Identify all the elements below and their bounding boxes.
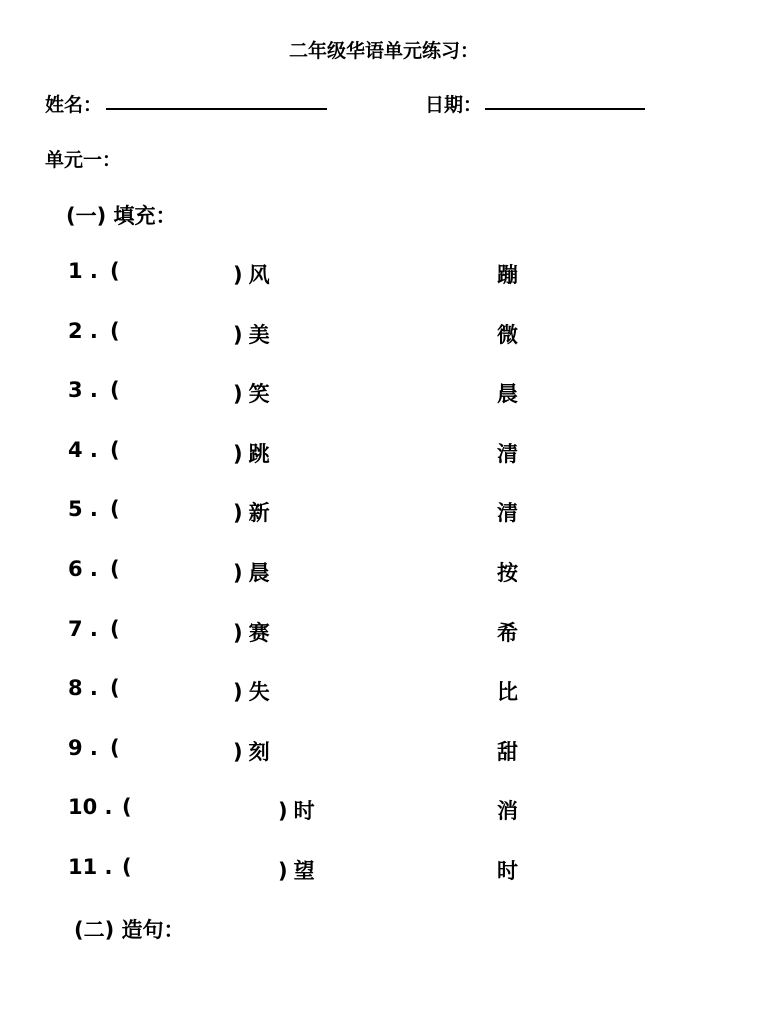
date-label: 日期： (425, 94, 483, 116)
open-paren: ( (122, 795, 132, 819)
close-paren-with-word (233, 378, 270, 408)
close-paren-with-word (233, 676, 270, 706)
word-character: 时 (293, 799, 315, 823)
item-number: 2 . (68, 319, 98, 343)
item-number: 3 . (68, 378, 98, 402)
item-number: 7 . (68, 617, 98, 641)
fill-in-row (0, 795, 768, 825)
open-paren: ( (122, 855, 132, 879)
open-paren: ( (110, 259, 120, 283)
close-paren-with-word (233, 438, 270, 468)
close-paren-with-word (278, 795, 315, 825)
open-paren: ( (110, 378, 120, 402)
fill-in-row (0, 676, 768, 706)
date-blank-line[interactable] (485, 108, 645, 110)
reference-character: 蹦 (497, 263, 518, 287)
open-paren: ( (110, 617, 120, 641)
item-number: 5 . (68, 497, 98, 521)
answer-blank[interactable] (136, 855, 274, 883)
open-paren: ( (110, 676, 120, 700)
item-number: 6 . (68, 557, 98, 581)
page-title: 二年级华语单元练习： (288, 40, 479, 62)
unit-heading: 单元一： (45, 149, 122, 171)
name-label: 姓名： (45, 94, 103, 116)
item-number: 1 . (68, 259, 98, 283)
answer-blank[interactable] (124, 378, 229, 406)
close-paren-with-word (233, 617, 270, 647)
reference-character: 消 (497, 799, 518, 823)
close-paren-with-word (233, 319, 270, 349)
fill-in-row (0, 557, 768, 587)
reference-character: 时 (497, 859, 518, 883)
fill-in-row (0, 319, 768, 349)
close-paren-with-word (233, 497, 270, 527)
reference-character: 甜 (497, 740, 518, 764)
close-paren: ) (233, 621, 243, 645)
answer-blank[interactable] (124, 557, 229, 585)
answer-blank[interactable] (136, 795, 274, 823)
word-character: 新 (248, 501, 270, 525)
fill-in-row (0, 855, 768, 885)
close-paren: ) (233, 442, 243, 466)
answer-blank[interactable] (124, 617, 229, 645)
close-paren: ) (233, 680, 243, 704)
fill-in-row (0, 259, 768, 289)
reference-character: 比 (497, 680, 518, 704)
close-paren: ) (233, 263, 243, 287)
close-paren-with-word (278, 855, 315, 885)
fill-in-row (0, 736, 768, 766)
close-paren: ) (233, 740, 243, 764)
open-paren: ( (110, 497, 120, 521)
reference-character: 清 (497, 501, 518, 525)
section-sentence-heading: (二) 造句： (74, 918, 185, 942)
close-paren-with-word (233, 557, 270, 587)
close-paren: ) (278, 859, 288, 883)
item-number: 8 . (68, 676, 98, 700)
item-number: 10 . (68, 795, 113, 819)
item-number: 4 . (68, 438, 98, 462)
answer-blank[interactable] (124, 438, 229, 466)
close-paren-with-word (233, 259, 270, 289)
close-paren: ) (233, 561, 243, 585)
item-number: 11 . (68, 855, 113, 879)
word-character: 风 (248, 263, 270, 287)
word-character: 美 (248, 323, 270, 347)
answer-blank[interactable] (124, 497, 229, 525)
fill-in-row (0, 438, 768, 468)
section-fill-in-heading: (一) 填充： (66, 204, 177, 228)
fill-in-row (0, 617, 768, 647)
answer-blank[interactable] (124, 676, 229, 704)
name-blank-line[interactable] (106, 108, 327, 110)
open-paren: ( (110, 736, 120, 760)
close-paren: ) (233, 501, 243, 525)
word-character: 跳 (248, 442, 270, 466)
answer-blank[interactable] (124, 736, 229, 764)
close-paren-with-word (233, 736, 270, 766)
fill-in-row (0, 497, 768, 527)
word-character: 望 (293, 859, 315, 883)
close-paren: ) (278, 799, 288, 823)
close-paren: ) (233, 323, 243, 347)
open-paren: ( (110, 438, 120, 462)
open-paren: ( (110, 319, 120, 343)
word-character: 刻 (248, 740, 270, 764)
reference-character: 微 (497, 323, 518, 347)
reference-character: 希 (497, 621, 518, 645)
word-character: 晨 (248, 561, 270, 585)
answer-blank[interactable] (124, 319, 229, 347)
reference-character: 清 (497, 442, 518, 466)
reference-character: 按 (497, 561, 518, 585)
item-number: 9 . (68, 736, 98, 760)
fill-in-row (0, 378, 768, 408)
open-paren: ( (110, 557, 120, 581)
word-character: 失 (248, 680, 270, 704)
reference-character: 晨 (497, 382, 518, 406)
close-paren: ) (233, 382, 243, 406)
answer-blank[interactable] (124, 259, 229, 287)
word-character: 赛 (248, 621, 270, 645)
word-character: 笑 (248, 382, 270, 406)
